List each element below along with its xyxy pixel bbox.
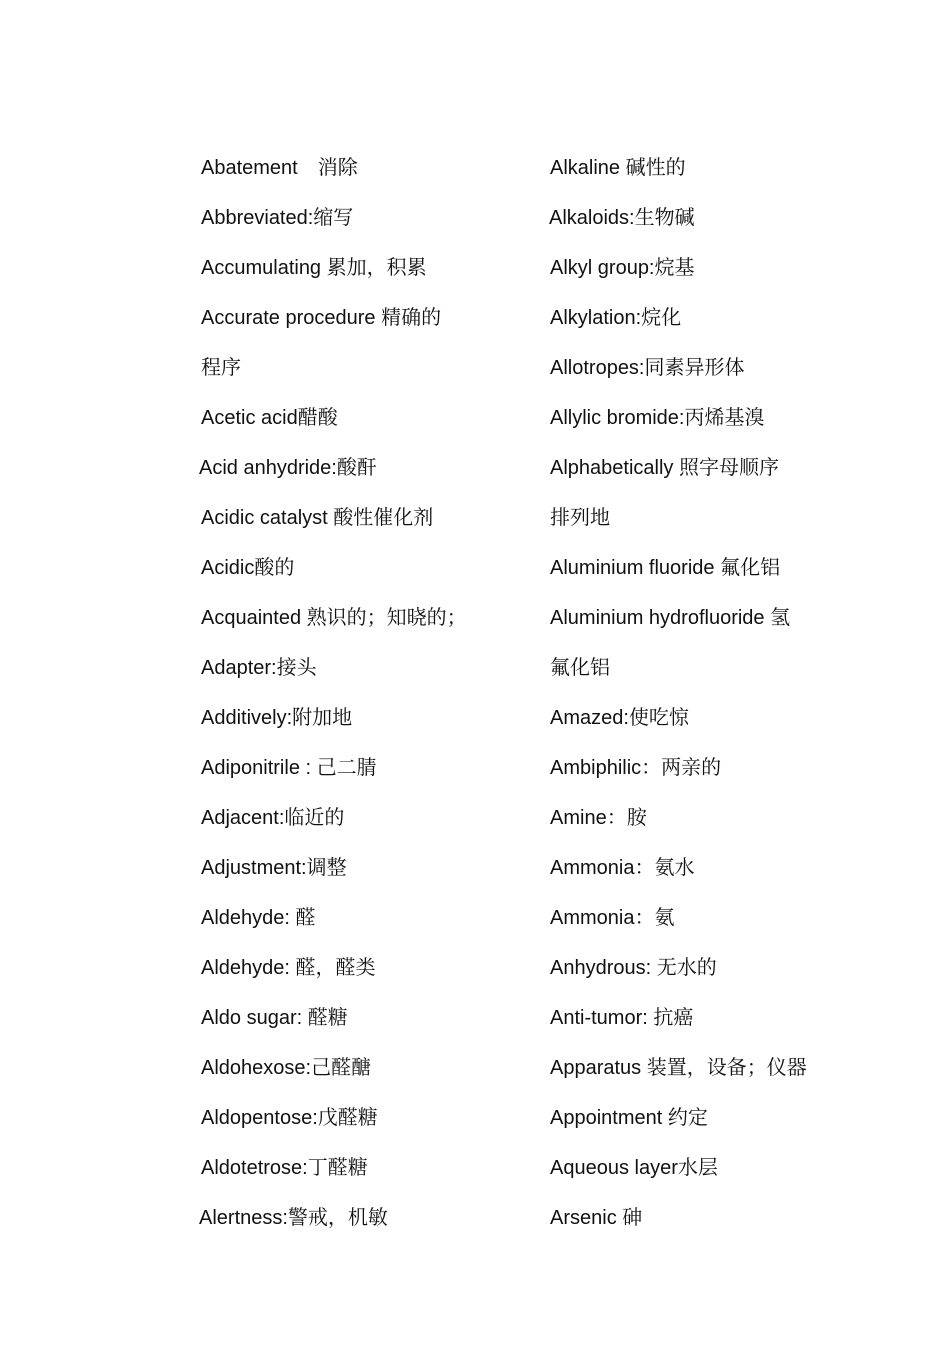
glossary-entry: Ambiphilic：两亲的 [550,757,722,779]
glossary-entry: Adjustment:调整 [201,857,347,879]
glossary-entry: Amine：胺 [550,807,647,829]
glossary-entry: Acetic acid醋酸 [201,407,338,429]
glossary-entry: Adiponitrile : 己二腈 [201,757,377,779]
glossary-entry: Anhydrous: 无水的 [550,957,717,979]
right-glossary-column [550,150,850,1250]
glossary-entry: Acid anhydride:酸酐 [199,457,377,479]
glossary-entry: Aluminium fluoride 氟化铝 [550,557,781,579]
glossary-entry-continuation: 氟化铝 [550,657,610,679]
glossary-entry: Amazed:使吃惊 [550,707,689,729]
glossary-entry-continuation: 程序 [201,357,241,379]
glossary-entry: Alkyl group:烷基 [550,257,695,279]
glossary-entry: Alkaloids:生物碱 [549,207,695,229]
glossary-entry: Acidic catalyst 酸性催化剂 [201,507,434,529]
glossary-entry: Adapter:接头 [201,657,317,679]
glossary-entry: Aluminium hydrofluoride 氢 [550,607,791,629]
left-glossary-column [201,150,531,1250]
glossary-entry: Accumulating 累加，积累 [201,257,427,279]
glossary-entry: Appointment 约定 [550,1107,708,1129]
glossary-entry: Acidic酸的 [201,557,295,579]
glossary-entry: Anti-tumor: 抗癌 [550,1007,694,1029]
glossary-entry-continuation: 排列地 [550,507,610,529]
glossary-entry: Aldo sugar: 醛糖 [201,1007,348,1029]
glossary-entry: Alphabetically 照字母顺序 [550,457,779,479]
glossary-entry: Abbreviated:缩写 [201,207,354,229]
glossary-entry: Aldopentose:戊醛糖 [201,1107,378,1129]
glossary-entry: Ammonia：氨 [550,907,675,929]
glossary-entry: Alkylation:烷化 [550,307,682,329]
glossary-entry: Alertness:警戒，机敏 [199,1207,388,1229]
glossary-entry: Arsenic 砷 [550,1207,643,1229]
glossary-entry: Aldehyde: 醛 [201,907,316,929]
glossary-entry: Accurate procedure 精确的 [201,307,442,329]
glossary-entry: Aqueous layer水层 [550,1157,718,1179]
glossary-entry: Allylic bromide:丙烯基溴 [550,407,765,429]
glossary-entry: Aldohexose:己醛醣 [201,1057,372,1079]
glossary-entry: Adjacent:临近的 [201,807,345,829]
glossary-entry: Acquainted 熟识的；知晓的； [201,607,467,629]
glossary-entry: Apparatus 装置，设备；仪器 [550,1057,807,1079]
glossary-entry: Ammonia：氨水 [550,857,695,879]
glossary-entry: Alkaline 碱性的 [550,157,686,179]
glossary-entry: Abatement 消除 [201,157,358,179]
glossary-entry: Aldotetrose:丁醛糖 [201,1157,368,1179]
glossary-entry: Aldehyde: 醛，醛类 [201,957,376,979]
glossary-entry: Allotropes:同素异形体 [550,357,745,379]
glossary-entry: Additively:附加地 [201,707,353,729]
